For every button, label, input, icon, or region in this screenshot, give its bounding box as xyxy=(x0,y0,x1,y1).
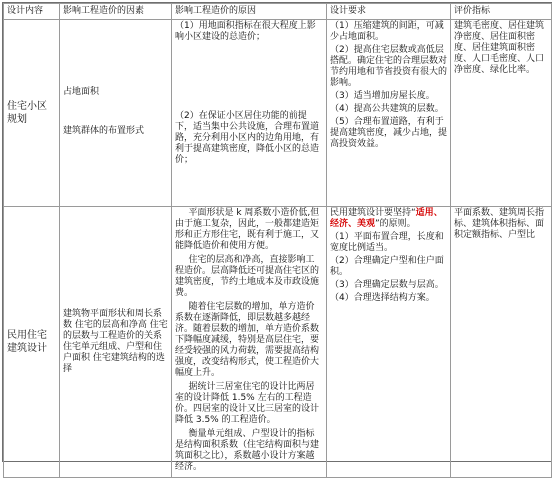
design-cost-table xyxy=(3,3,552,478)
principle-highlight: 适用、经济、美观 xyxy=(330,208,443,229)
header-reasons: 影响工程造价的原因 xyxy=(172,4,327,20)
factors-cell xyxy=(60,20,172,207)
design-content-cell: 民用住宅建筑设计 xyxy=(4,207,60,478)
reason-item: 住宅的层高和净高，直接影响工程造价。层高降低还可提高住宅区的建筑密度，节约土地成本及市政设施费。 xyxy=(175,255,320,298)
reasons-cell xyxy=(172,20,327,207)
requirement-item: （3）合理确定层数与层高。 xyxy=(330,280,444,290)
requirement-item: （1）压缩建筑的间距，可减少占地面积。 xyxy=(330,21,444,42)
reason-item: 随着住宅层数的增加，单方造价系数在逐渐降低，即层数越多越经济。随着层数的增加，单方造价系数下降幅度减缓，特别是高层住宅，要经受较强的风力荷载，需要提高结构强度，改变结构形式，使工程造价大幅度上升。 xyxy=(175,302,320,378)
requirement-item: （4）合理选择结构方案。 xyxy=(330,293,435,303)
reason-item: 据统计三居室住宅的设计比两居室的设计降低 1.5% 左右的工程造价。四居室的设计又比三居室的设计降低 3.5% 的工程造价。 xyxy=(175,382,320,425)
factors-cell: 建筑物平面形状和周长系数 住宅的层高和净高 住宅的层数与工程造价的关系 住宅单元组成、户型和住户面积 住宅建筑结构的选择 xyxy=(60,207,172,478)
requirements-cell xyxy=(327,207,451,478)
reason-item: （1）用地面积指标在很大程度上影响小区建设的总造价； xyxy=(175,21,316,42)
factor-item: 建筑群体的布置形式 xyxy=(63,126,145,136)
requirement-item: （4）提高公共建筑的层数。 xyxy=(330,104,444,114)
reason-item: （2）在保证小区居住功能的前提下，适当集中公共设施，合理布置道路，充分利用小区内的边角用地，有利于提高建筑密度，降低小区的总造价； xyxy=(175,111,320,165)
table-row xyxy=(4,207,552,478)
requirement-intro-before: 民用建筑设计要坚持“ xyxy=(330,208,416,218)
requirement-item: （3）适当增加房屋长度。 xyxy=(330,91,435,101)
table-frame xyxy=(2,2,552,472)
design-content-cell: 住宅小区规划 xyxy=(4,20,60,207)
requirement-item: （2）提高住宅层数或高低层搭配。确定住宅的合理层数对节约用地和节省投资有很大的影响。 xyxy=(330,45,448,88)
indicators-cell: 建筑毛密度、居住建筑净密度、居住面积密度、居住建筑面积密度、人口毛密度、人口净密度、绿化比率。 xyxy=(451,20,552,207)
reason-item: 衡量单元组成、户型设计的指标是结构面积系数（住宅结构面积与建筑面积之比），系数越小设计方案越经济。 xyxy=(175,429,320,472)
header-indicators: 评价指标 xyxy=(451,4,552,20)
table-header-row xyxy=(4,4,552,20)
factor-item: 占地面积 xyxy=(63,87,100,97)
reasons-cell xyxy=(172,207,327,478)
requirement-item: （5）合理布置道路，有利于提高建筑密度，减少占地，提高投资效益。 xyxy=(330,117,448,149)
header-requirements: 设计要求 xyxy=(327,4,451,20)
header-design-content: 设计内容 xyxy=(4,4,60,20)
requirement-intro-after: ”的原则。 xyxy=(375,219,416,229)
indicators-cell: 平面系数、建筑周长指标、建筑体积指标、面积定额指标、户型比 xyxy=(451,207,552,478)
requirements-cell xyxy=(327,20,451,207)
table-row xyxy=(4,20,552,207)
requirement-intro xyxy=(330,208,447,230)
reason-item: 平面形状是 k 周系数小造价低,但由于施工复杂，因此，一般都建造矩形和正方形住宅，既有利于施工，又能降低造价和使用方便。 xyxy=(175,208,320,251)
header-factors: 影响工程造价的因素 xyxy=(60,4,172,20)
requirement-item: （1）平面布置合理，长度和宽度比例适当。 xyxy=(330,232,444,253)
requirement-item: （2）合理确定户型和住户面积。 xyxy=(330,256,444,277)
